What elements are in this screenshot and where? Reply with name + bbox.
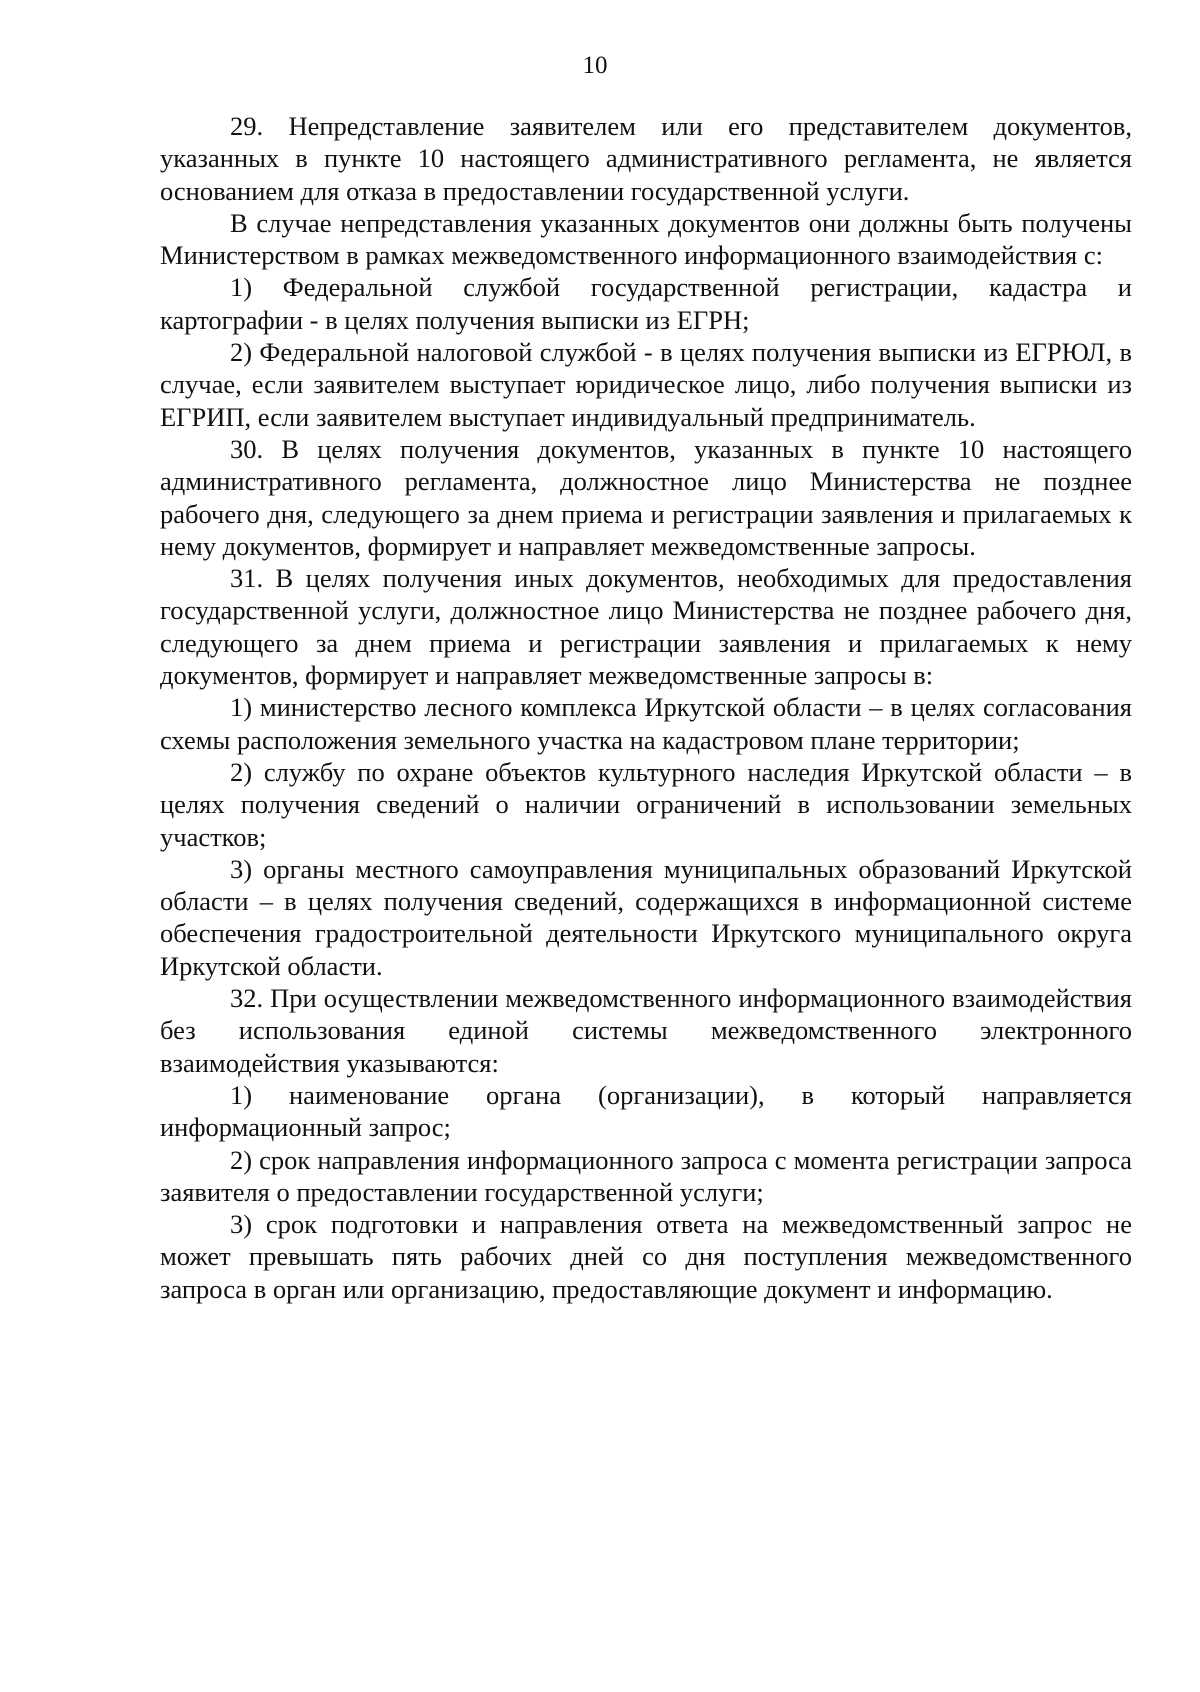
- paragraph-29-interagency: В случае непредставления указанных документов они должны быть получены Министерством в рамках межведомственного информационного взаимодействия с:: [160, 207, 1132, 271]
- paragraph-30: 30. В целях получения документов, указанных в пункте 10 настоящего административного регламента, должностное лицо Министерства не позднее рабочего дня, следующего за днем приема и регистрации заявления и прилагаемых к нему документов, формирует и направляет межведомственные запросы.: [160, 433, 1132, 561]
- paragraph-31-item-3: 3) органы местного самоуправления муниципальных образований Иркутской области – в целях получения сведений, содержащихся в информационной системе обеспечения градостроительной деятельности Иркутского муниципального округа Иркутской области.: [160, 853, 1132, 981]
- paragraph-31-item-1: 1) министерство лесного комплекса Иркутской области – в целях согласования схемы расположения земельного участка на кадастровом плане территории;: [160, 692, 1132, 755]
- document-body: [160, 110, 1132, 1305]
- paragraph-32: 32. При осуществлении межведомственного информационного взаимодействия без использования единой системы межведомственного электронного взаимодействия указываются:: [160, 983, 1132, 1078]
- paragraph-29-item-1: 1) Федеральной службой государственной регистрации, кадастра и картографии - в целях получения выписки из ЕГРН;: [160, 272, 1132, 335]
- paragraph-29-item-2: 2) Федеральной налоговой службой - в целях получения выписки из ЕГРЮЛ, в случае, если заявителем выступает юридическое лицо, либо получения выписки из ЕГРИП, если заявителем выступает индивидуальный предприниматель.: [160, 337, 1132, 432]
- paragraph-32-item-3: 3) срок подготовки и направления ответа на межведомственный запрос не может превышать пять рабочих дней со дня поступления межведомственного запроса в орган или организацию, предоставляющие документ и информацию.: [160, 1209, 1132, 1304]
- page-number: 10: [582, 52, 608, 79]
- paragraph-31-item-2: 2) службу по охране объектов культурного наследия Иркутской области – в целях получения сведений о наличии ограничений в использовании земельных участков;: [160, 756, 1132, 852]
- paragraph-32-item-2: 2) срок направления информационного запроса с момента регистрации запроса заявителя о предоставлении государственной услуги;: [160, 1144, 1132, 1207]
- paragraph-29: 29. Непредставление заявителем или его представителем документов, указанных в пункте 10 настоящего административного регламента, не является основанием для отказа в предоставлении государственной услуги.: [160, 111, 1132, 206]
- paragraph-31: 31. В целях получения иных документов, необходимых для предоставления государственной услуги, должностное лицо Министерства не позднее рабочего дня, следующего за днем приема и регистрации заявления и прилагаемых к нему документов, формирует и направляет межведомственные запросы в:: [160, 563, 1132, 691]
- paragraph-32-item-1: 1) наименование органа (организации), в который направляется информационный запрос;: [160, 1079, 1132, 1143]
